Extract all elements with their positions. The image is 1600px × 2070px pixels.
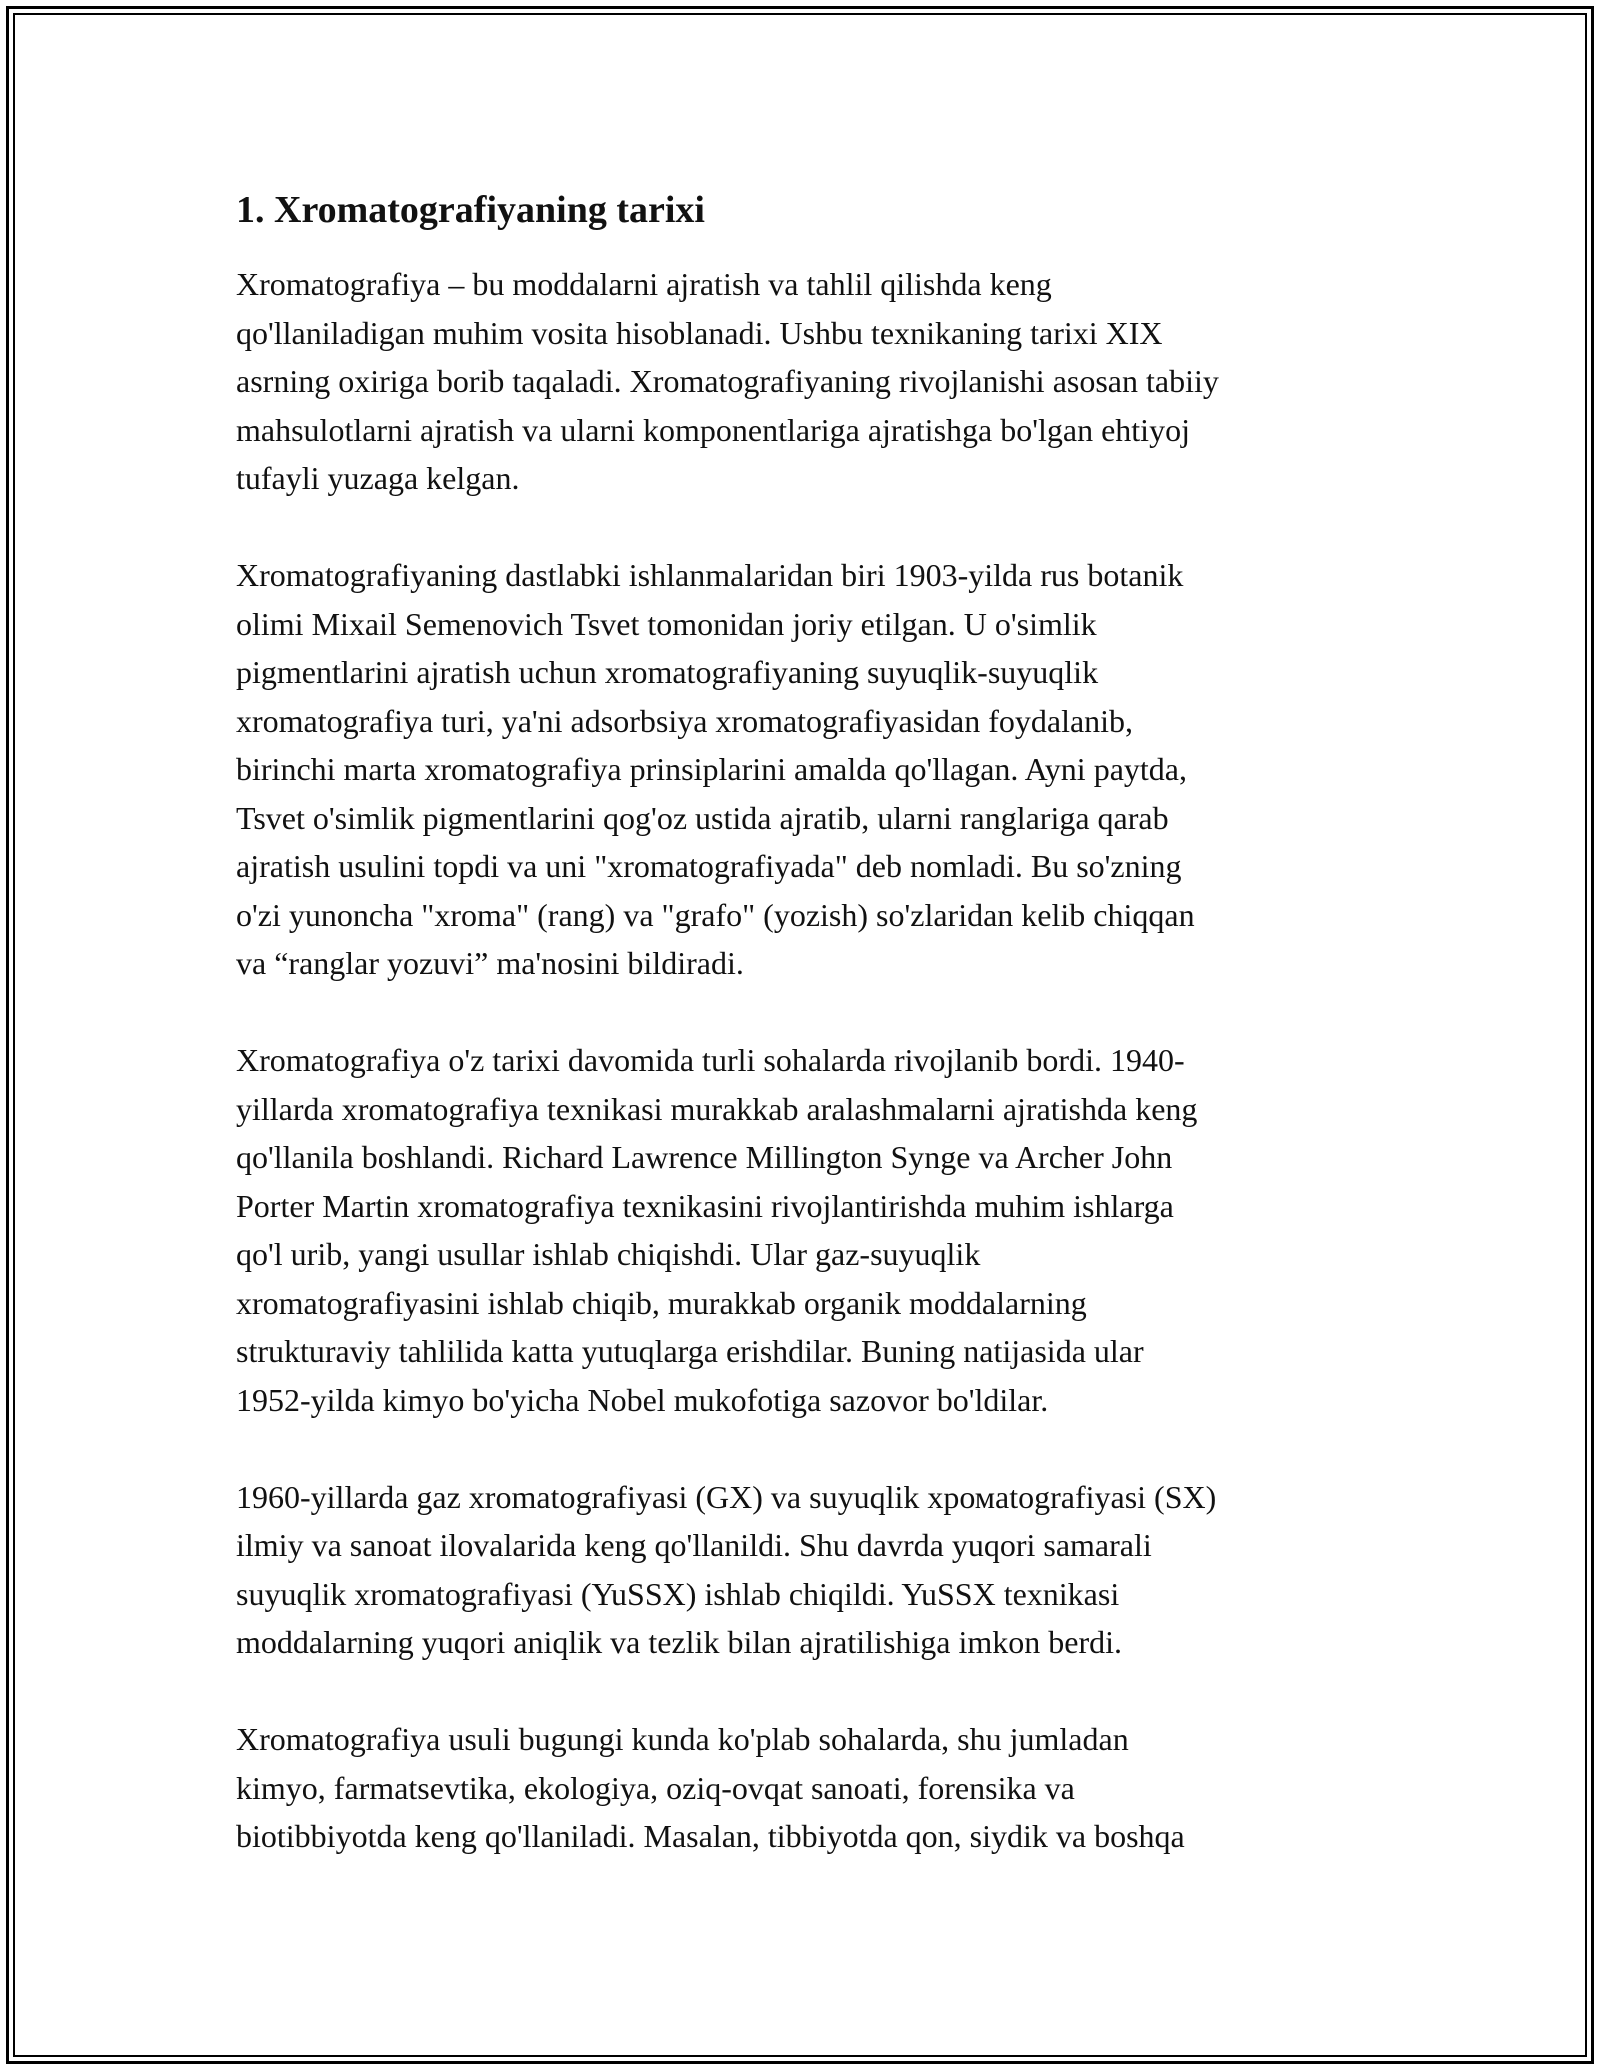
paragraph-2 — [236, 551, 1376, 988]
text-line: moddalarning yuqori aniqlik va tezlik bilan ajratilishiga imkon berdi. — [236, 1624, 1123, 1660]
text-line: qo'llaniladigan muhim vosita hisoblanadi. Ushbu texnikaning tarixi XIX — [236, 314, 1163, 351]
text-line: qo'llanila boshlandi. Richard Lawrence Millington Synge va Archer John — [236, 1139, 1173, 1175]
text-line: yillarda xromatografiya texnikasi murakkab aralashmalarni ajratishda keng — [236, 1090, 1198, 1127]
text-line: strukturaviy tahlilida katta yutuqlarga erishdilar. Buning natijasida ular — [236, 1333, 1144, 1369]
text-line: Xromatografiya – bu moddalarni ajratish va tahlil qilishda keng — [236, 266, 1052, 302]
text-line: o'zi yunoncha "xroma" (rang) va "grafo" (yozish) so'zlaridan kelib chiqqan — [236, 896, 1195, 933]
text-line: birinchi marta xromatografiya prinsiplarini amalda qo'llagan. Ayni paytda, — [236, 751, 1187, 787]
text-line: pigmentlarini ajratish uchun xromatografiyaning suyuqlik-suyuqlik — [236, 654, 1099, 690]
text-line: va “ranglar yozuvi” ma'nosini bildiradi. — [236, 945, 744, 981]
text-line: 1960-yillarda gaz xromatografiyasi (GX) va suyuqlik xромatografiyasi (SX) — [236, 1478, 1217, 1515]
text-line: xromatografiya turi, ya'ni adsorbsiya xromatografiyasidan foydalanib, — [236, 702, 1134, 739]
text-line: qo'l urib, yangi usullar ishlab chiqishdi. Ular gaz-suyuqlik — [236, 1236, 981, 1272]
text-line: suyuqlik xromatografiyasi (YuSSX) ishlab chiqildi. YuSSX texnikasi — [236, 1575, 1120, 1612]
paragraph-5 — [236, 1715, 1376, 1861]
text-line: Xromatografiya o'z tarixi davomida turli sohalarda rivojlanib bordi. 1940- — [236, 1042, 1185, 1078]
text-line: ajratish usulini topdi va uni "xromatografiyada" deb nomladi. Bu so'zning — [236, 848, 1182, 884]
text-line: biotibbiyotda keng qo'llaniladi. Masalan, tibbiyotda qon, siydik va boshqa — [236, 1818, 1185, 1854]
text-line: xromatografiyasini ishlab chiqib, murakkab organik moddalarning — [236, 1284, 1087, 1321]
text-line: mahsulotlarni ajratish va ularni komponentlariga ajratishga bo'lgan ehtiyoj — [236, 411, 1190, 448]
text-line: tufayli yuzaga kelgan. — [236, 460, 520, 496]
paragraph-4 — [236, 1473, 1376, 1667]
paragraph-1 — [236, 260, 1376, 503]
paragraph-3 — [236, 1036, 1376, 1424]
text-line: Xromatografiya usuli bugungi kunda ko'plab sohalarda, shu jumladan — [236, 1721, 1129, 1757]
text-line: ilmiy va sanoat ilovalarida keng qo'llanildi. Shu davrda yuqori samarali — [236, 1527, 1152, 1563]
text-line: kimyo, farmatsevtika, ekologiya, oziq-ovqat sanoati, forensika va — [236, 1769, 1075, 1806]
text-line: Tsvet o'simlik pigmentlarini qog'oz ustida ajratib, ularni ranglariga qarab — [236, 799, 1169, 836]
text-line: olimi Mixail Semenovich Tsvet tomonidan joriy etilgan. U o'simlik — [236, 605, 1097, 642]
document-body — [236, 186, 1376, 1909]
text-line: Porter Martin xromatografiya texnikasini rivojlantirishda muhim ishlarga — [236, 1187, 1174, 1224]
text-line: 1952-yilda kimyo bo'yicha Nobel mukofotiga sazovor bo'ldilar. — [236, 1381, 1049, 1418]
text-line: asrning oxiriga borib taqaladi. Xromatografiyaning rivojlanishi asosan tabiiy — [236, 363, 1219, 399]
text-line: Xromatografiyaning dastlabki ishlanmalaridan biri 1903-yilda rus botanik — [236, 557, 1184, 593]
section-heading: 1. Xromatografiyaning tarixi — [236, 189, 705, 231]
